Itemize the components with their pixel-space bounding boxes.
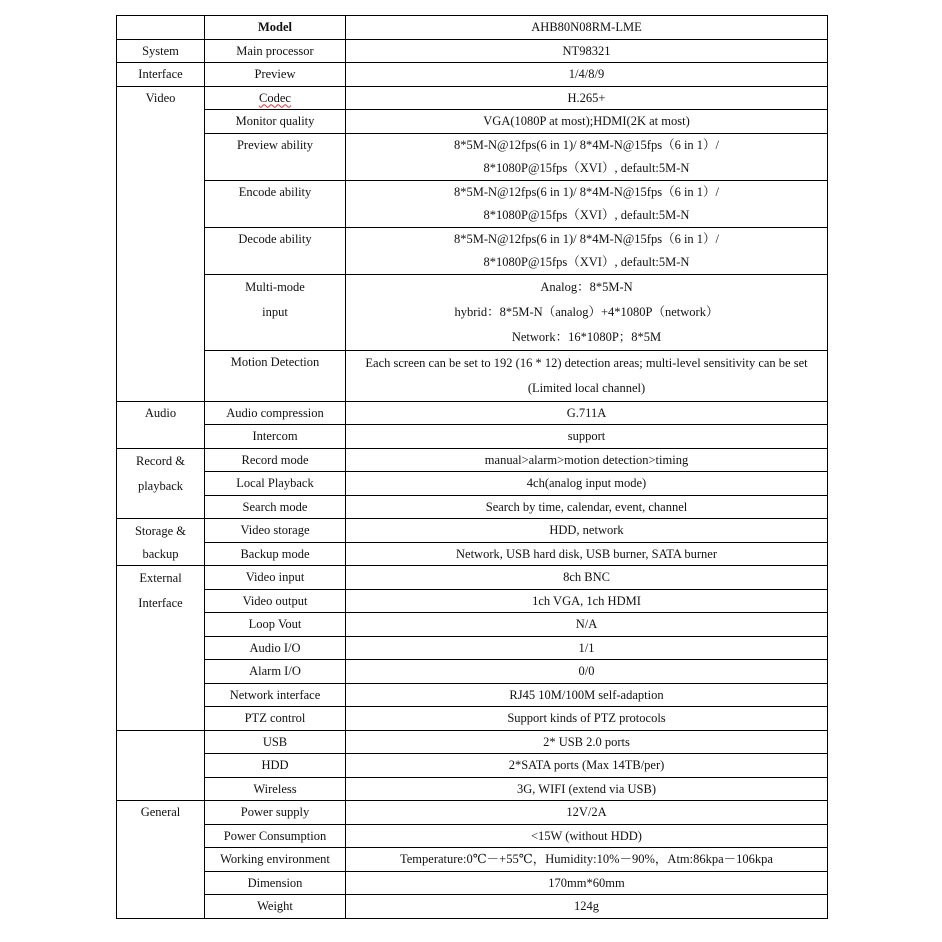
spec-value: G.711A [346, 401, 828, 425]
spec-label: Power Consumption [205, 824, 346, 848]
table-row [117, 636, 828, 660]
table-row [117, 871, 828, 895]
spec-label: Monitor quality [205, 110, 346, 134]
spec-label: Preview [205, 63, 346, 87]
table-row [117, 566, 828, 590]
spec-value: 3G, WIFI (extend via USB) [346, 777, 828, 801]
group-line: Storage & [134, 524, 187, 538]
model-value: AHB80N08RM-LME [346, 16, 828, 40]
spec-value [346, 227, 828, 274]
group-line: playback [137, 478, 184, 493]
spec-label: Dimension [205, 871, 346, 895]
group-record-playback [117, 448, 205, 519]
spec-value: 2*SATA ports (Max 14TB/per) [346, 754, 828, 778]
spec-value: 0/0 [346, 660, 828, 684]
table-row [117, 472, 828, 496]
spec-value: 8ch BNC [346, 566, 828, 590]
label-line: input [262, 304, 288, 319]
spec-value: 1ch VGA, 1ch HDMI [346, 589, 828, 613]
table-row [117, 519, 828, 543]
spec-label: Record mode [205, 448, 346, 472]
table-row [117, 542, 828, 566]
group-blank [117, 730, 205, 801]
group-line: Interface [138, 596, 183, 610]
table-row [117, 401, 828, 425]
table-row-model [117, 16, 828, 40]
spec-value [346, 133, 828, 180]
table-row [117, 660, 828, 684]
table-row [117, 350, 828, 401]
spec-value [346, 180, 828, 227]
table-row [117, 589, 828, 613]
value-line: (Limited local channel) [527, 380, 646, 395]
spec-label [205, 86, 346, 110]
table-row [117, 495, 828, 519]
table-row [117, 110, 828, 134]
spec-value: Temperature:0℃－+55℃，Humidity:10%－90%，Atm:86kpa－106kpa [346, 848, 828, 872]
value-line: Analog：8*5M-N [540, 279, 633, 294]
spec-label: Motion Detection [205, 350, 346, 401]
spec-label: Search mode [205, 495, 346, 519]
table-row [117, 133, 828, 180]
spec-label [205, 274, 346, 350]
spec-label: Local Playback [205, 472, 346, 496]
label-line: Multi-mode [245, 279, 305, 294]
spec-value: N/A [346, 613, 828, 637]
table-row [117, 683, 828, 707]
table-row [117, 777, 828, 801]
table-row [117, 754, 828, 778]
spec-label: Main processor [205, 39, 346, 63]
group-line: backup [142, 547, 179, 561]
spec-label: Audio compression [205, 401, 346, 425]
spec-value: 124g [346, 895, 828, 919]
spec-label: Audio I/O [205, 636, 346, 660]
spec-value: 12V/2A [346, 801, 828, 825]
spec-table [116, 15, 828, 919]
spec-label: Backup mode [205, 542, 346, 566]
value-line: 8*5M-N@12fps(6 in 1)/ 8*4M-N@15fps（6 in 1）/ [453, 184, 720, 199]
spec-value: support [346, 425, 828, 449]
spec-label: Video input [205, 566, 346, 590]
value-line: 8*1080P@15fps（XVI）, default:5M-N [483, 160, 690, 175]
spec-value: Support kinds of PTZ protocols [346, 707, 828, 731]
spec-label [205, 613, 346, 637]
spec-value: HDD, network [346, 519, 828, 543]
spec-label: PTZ control [205, 707, 346, 731]
spec-value: manual>alarm>motion detection>timing [346, 448, 828, 472]
spec-label: Weight [205, 895, 346, 919]
table-row [117, 613, 828, 637]
group-general: General [117, 801, 205, 919]
spec-label: Wireless [205, 777, 346, 801]
table-row [117, 895, 828, 919]
group-video: Video [117, 86, 205, 401]
value-line: hybrid：8*5M-N（analog）+4*1080P（network） [454, 304, 719, 319]
spec-label: Video storage [205, 519, 346, 543]
value-line: Network：16*1080P；8*5M [511, 329, 662, 344]
table-row [117, 63, 828, 87]
spec-value: 170mm*60mm [346, 871, 828, 895]
spec-value [346, 274, 828, 350]
spec-label: Network interface [205, 683, 346, 707]
spec-label: Video output [205, 589, 346, 613]
spec-label: HDD [205, 754, 346, 778]
value-line: 8*1080P@15fps（XVI）, default:5M-N [483, 254, 690, 269]
spec-label: Encode ability [205, 180, 346, 227]
spec-label: Power supply [205, 801, 346, 825]
group-system: System [117, 39, 205, 63]
table-row [117, 448, 828, 472]
table-row [117, 425, 828, 449]
spec-value: VGA(1080P at most);HDMI(2K at most) [346, 110, 828, 134]
table-row [117, 707, 828, 731]
spec-value: 2* USB 2.0 ports [346, 730, 828, 754]
value-line: 8*5M-N@12fps(6 in 1)/ 8*4M-N@15fps（6 in 1）/ [453, 231, 720, 246]
value-line: Each screen can be set to 192 (16 * 12) detection areas; multi-level sensitivity can be set [365, 355, 808, 370]
spec-value: RJ45 10M/100M self-adaption [346, 683, 828, 707]
spec-value: Network, USB hard disk, USB burner, SATA burner [346, 542, 828, 566]
group-line: External [139, 571, 182, 585]
spec-label: Working environment [205, 848, 346, 872]
table-row [117, 180, 828, 227]
spec-value: NT98321 [346, 39, 828, 63]
table-row [117, 227, 828, 274]
spec-label: Decode ability [205, 227, 346, 274]
loop-vout-label: Loop Vout [248, 617, 302, 631]
table-row [117, 274, 828, 350]
table-row [117, 848, 828, 872]
group-interface: Interface [117, 63, 205, 87]
value-line: 8*5M-N@12fps(6 in 1)/ 8*4M-N@15fps（6 in 1）/ [453, 137, 720, 152]
table-row [117, 86, 828, 110]
group-storage-backup [117, 519, 205, 566]
spec-value: H.265+ [346, 86, 828, 110]
spec-label: USB [205, 730, 346, 754]
spec-label: Alarm I/O [205, 660, 346, 684]
group-cell-empty [117, 16, 205, 40]
group-audio: Audio [117, 401, 205, 448]
group-external-interface [117, 566, 205, 731]
table-row [117, 730, 828, 754]
table-row [117, 39, 828, 63]
spec-value: 1/1 [346, 636, 828, 660]
group-line: Record & [136, 453, 185, 468]
spec-value: 1/4/8/9 [346, 63, 828, 87]
spec-label: Preview ability [205, 133, 346, 180]
spec-value [346, 350, 828, 401]
table-row [117, 824, 828, 848]
spec-label: Intercom [205, 425, 346, 449]
spec-value: 4ch(analog input mode) [346, 472, 828, 496]
codec-label: Codec [259, 90, 291, 105]
table-row [117, 801, 828, 825]
value-line: 8*1080P@15fps（XVI）, default:5M-N [483, 207, 690, 222]
spec-value: <15W (without HDD) [346, 824, 828, 848]
spec-value: Search by time, calendar, event, channel [346, 495, 828, 519]
model-label: Model [205, 16, 346, 40]
